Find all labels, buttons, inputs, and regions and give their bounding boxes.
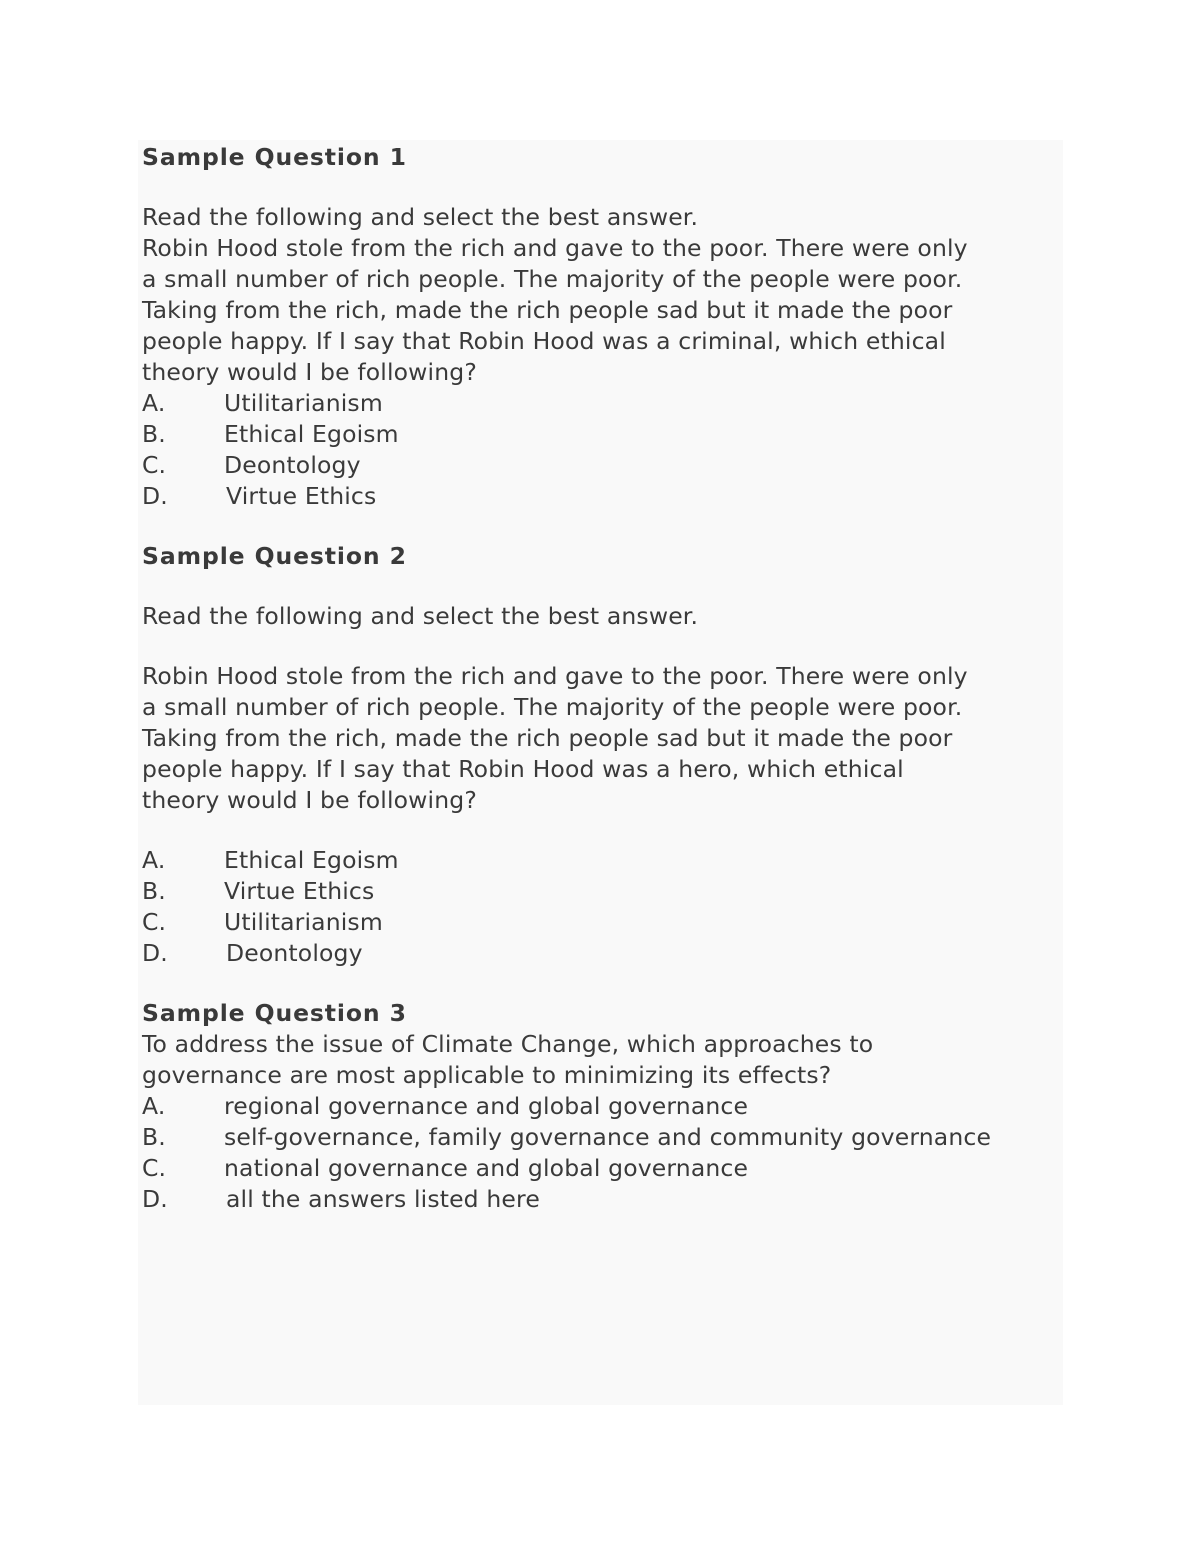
spacer xyxy=(142,969,1072,998)
spacer xyxy=(142,572,1072,601)
option-text: Ethical Egoism xyxy=(224,420,399,448)
question-2-body-line: Taking from the rich, made the rich people sad but it made the poor xyxy=(142,724,953,752)
question-2-body-line: a small number of rich people. The majority of the people were poor. xyxy=(142,693,963,721)
option-letter: C. xyxy=(142,1154,167,1182)
question-2-body-line: Robin Hood stole from the rich and gave to the poor. There were only xyxy=(142,662,968,690)
question-2-title: Sample Question 2 xyxy=(142,542,407,570)
option-text: self-governance, family governance and community governance xyxy=(224,1123,992,1151)
option-text: Ethical Egoism xyxy=(224,846,399,874)
question-1 xyxy=(142,142,1072,512)
option-letter: A. xyxy=(142,846,166,874)
question-2-body-line: theory would I be following? xyxy=(142,786,477,814)
question-2 xyxy=(142,541,1072,969)
spacer xyxy=(142,632,1072,661)
option-text: regional governance and global governance xyxy=(224,1092,749,1120)
question-2-option-c xyxy=(142,907,1072,938)
spacer xyxy=(142,512,1072,541)
question-3 xyxy=(142,998,1072,1215)
option-letter: B. xyxy=(142,420,166,448)
option-letter: B. xyxy=(142,1123,166,1151)
question-3-option-d xyxy=(142,1184,1072,1215)
question-2-option-d xyxy=(142,938,1072,969)
question-3-body-line: To address the issue of Climate Change, which approaches to xyxy=(142,1030,874,1058)
question-2-option-b xyxy=(142,876,1072,907)
question-1-body-line: Taking from the rich, made the rich people sad but it made the poor xyxy=(142,296,953,324)
option-text: national governance and global governance xyxy=(224,1154,749,1182)
question-1-body-line: a small number of rich people. The majority of the people were poor. xyxy=(142,265,963,293)
option-letter: D. xyxy=(142,939,168,967)
spacer xyxy=(142,816,1072,845)
spacer xyxy=(142,173,1072,202)
question-3-option-c xyxy=(142,1153,1072,1184)
question-1-body-line: Robin Hood stole from the rich and gave to the poor. There were only xyxy=(142,234,968,262)
question-3-option-b xyxy=(142,1122,1072,1153)
option-letter: B. xyxy=(142,877,166,905)
option-text: Deontology xyxy=(226,939,363,967)
option-text: Utilitarianism xyxy=(224,389,383,417)
option-text: Virtue Ethics xyxy=(224,877,375,905)
question-2-body-line: people happy. If I say that Robin Hood was a hero, which ethical xyxy=(142,755,904,783)
option-letter: A. xyxy=(142,389,166,417)
question-1-body-line: theory would I be following? xyxy=(142,358,477,386)
option-text: Deontology xyxy=(224,451,361,479)
option-text: all the answers listed here xyxy=(226,1185,540,1213)
question-2-option-a xyxy=(142,845,1072,876)
option-letter: C. xyxy=(142,451,167,479)
option-letter: C. xyxy=(142,908,167,936)
question-1-title: Sample Question 1 xyxy=(142,143,407,171)
question-1-instruction: Read the following and select the best answer. xyxy=(142,203,699,231)
option-text: Virtue Ethics xyxy=(226,482,377,510)
document-text xyxy=(142,142,1072,1215)
question-3-title: Sample Question 3 xyxy=(142,999,407,1027)
question-1-option-b xyxy=(142,419,1072,450)
question-1-body-line: people happy. If I say that Robin Hood was a criminal, which ethical xyxy=(142,327,946,355)
option-letter: D. xyxy=(142,1185,168,1213)
question-3-option-a xyxy=(142,1091,1072,1122)
question-3-body-line: governance are most applicable to minimizing its effects? xyxy=(142,1061,832,1089)
option-text: Utilitarianism xyxy=(224,908,383,936)
question-1-option-d xyxy=(142,481,1072,512)
question-2-instruction: Read the following and select the best answer. xyxy=(142,602,699,630)
question-1-option-c xyxy=(142,450,1072,481)
question-1-option-a xyxy=(142,388,1072,419)
option-letter: D. xyxy=(142,482,168,510)
option-letter: A. xyxy=(142,1092,166,1120)
